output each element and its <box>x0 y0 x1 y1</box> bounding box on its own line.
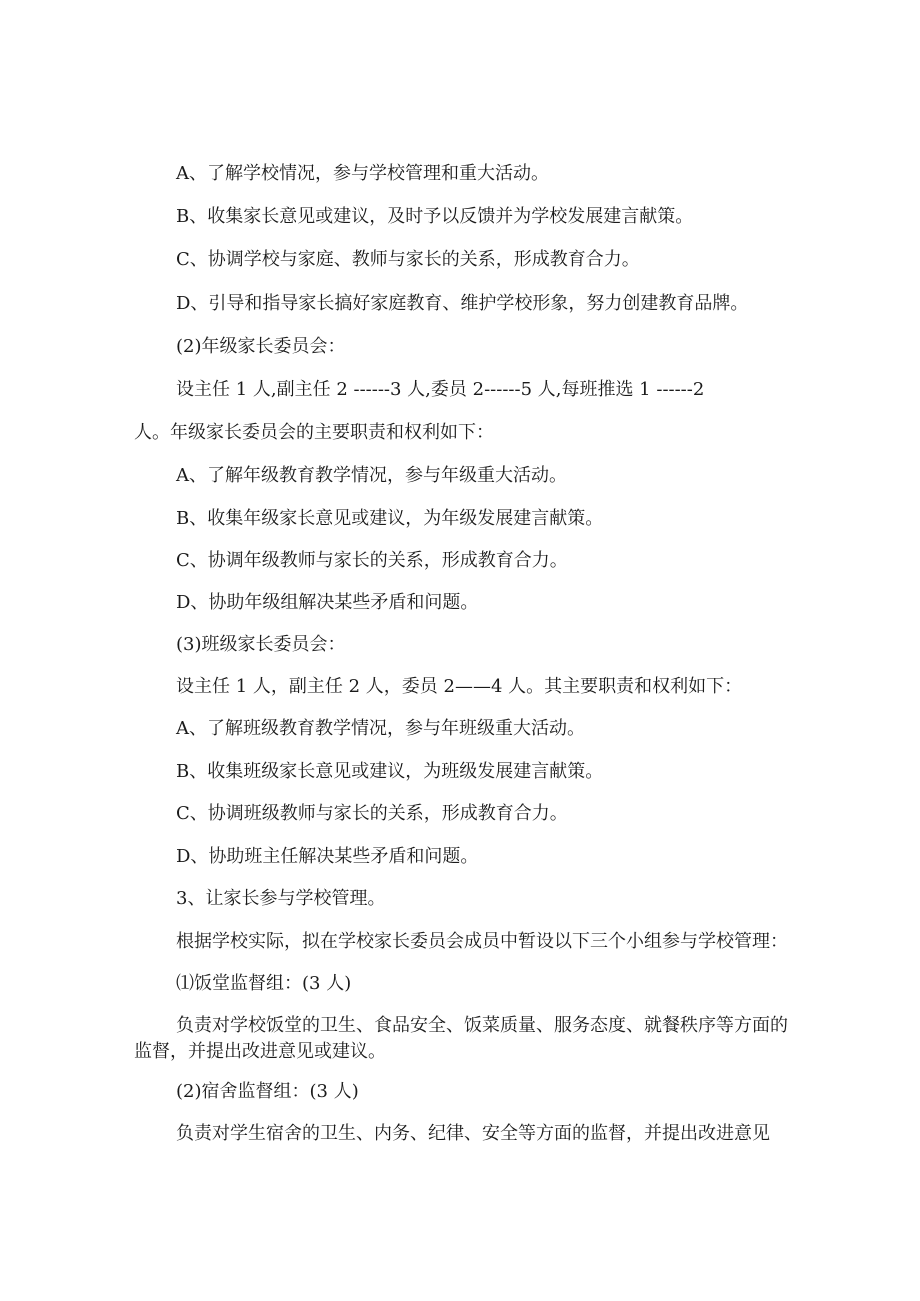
text-line: A、了解年级教育教学情况，参与年级重大活动。 <box>176 465 567 486</box>
section-heading: ⑴饭堂监督组：(3 人) <box>176 973 352 994</box>
text-line: C、协调年级教师与家长的关系，形成教育合力。 <box>176 550 568 571</box>
text-line: D、协助年级组解决某些矛盾和问题。 <box>176 592 479 613</box>
text-line: C、协调学校与家庭、教师与家长的关系，形成教育合力。 <box>176 249 640 270</box>
text-line: 人。年级家长委员会的主要职责和权利如下： <box>134 422 494 443</box>
section-heading: (3)班级家长委员会： <box>176 634 346 655</box>
text-line: 设主任 1 人，副主任 2 人，委员 2——4 人。其主要职责和权利如下： <box>176 676 743 697</box>
text-line: D、引导和指导家长搞好家庭教育、维护学校形象，努力创建教育品牌。 <box>176 293 749 314</box>
text-line: B、收集年级家长意见或建议，为年级发展建言献策。 <box>176 508 604 529</box>
text-line: C、协调班级教师与家长的关系，形成教育合力。 <box>176 803 568 824</box>
paragraph: 负责对学校饭堂的卫生、食品安全、饭菜质量、服务态度、就餐秩序等方面的监督，并提出改进意见或建议。 <box>134 1015 788 1062</box>
text-line: A、了解班级教育教学情况，参与年班级重大活动。 <box>176 718 585 739</box>
text-line: B、收集班级家长意见或建议，为班级发展建言献策。 <box>176 761 604 782</box>
section-heading: (2)宿舍监督组：(3 人) <box>176 1081 359 1102</box>
text-line: 根据学校实际，拟在学校家长委员会成员中暂设以下三个小组参与学校管理： <box>176 931 788 952</box>
text-line: D、协助班主任解决某些矛盾和问题。 <box>176 846 479 867</box>
text-line: A、了解学校情况，参与学校管理和重大活动。 <box>176 163 549 184</box>
text-line: 负责对学生宿舍的卫生、内务、纪律、安全等方面的监督，并提出改进意见 <box>176 1123 770 1144</box>
section-heading: 3、让家长参与学校管理。 <box>176 888 386 909</box>
section-heading: (2)年级家长委员会： <box>176 336 346 357</box>
text-line: 设主任 1 人,副主任 2 ------3 人,委员 2------5 人,每班推选 1 ------2 <box>176 379 705 400</box>
text-line: B、收集家长意见或建议，及时予以反馈并为学校发展建言献策。 <box>176 206 694 227</box>
